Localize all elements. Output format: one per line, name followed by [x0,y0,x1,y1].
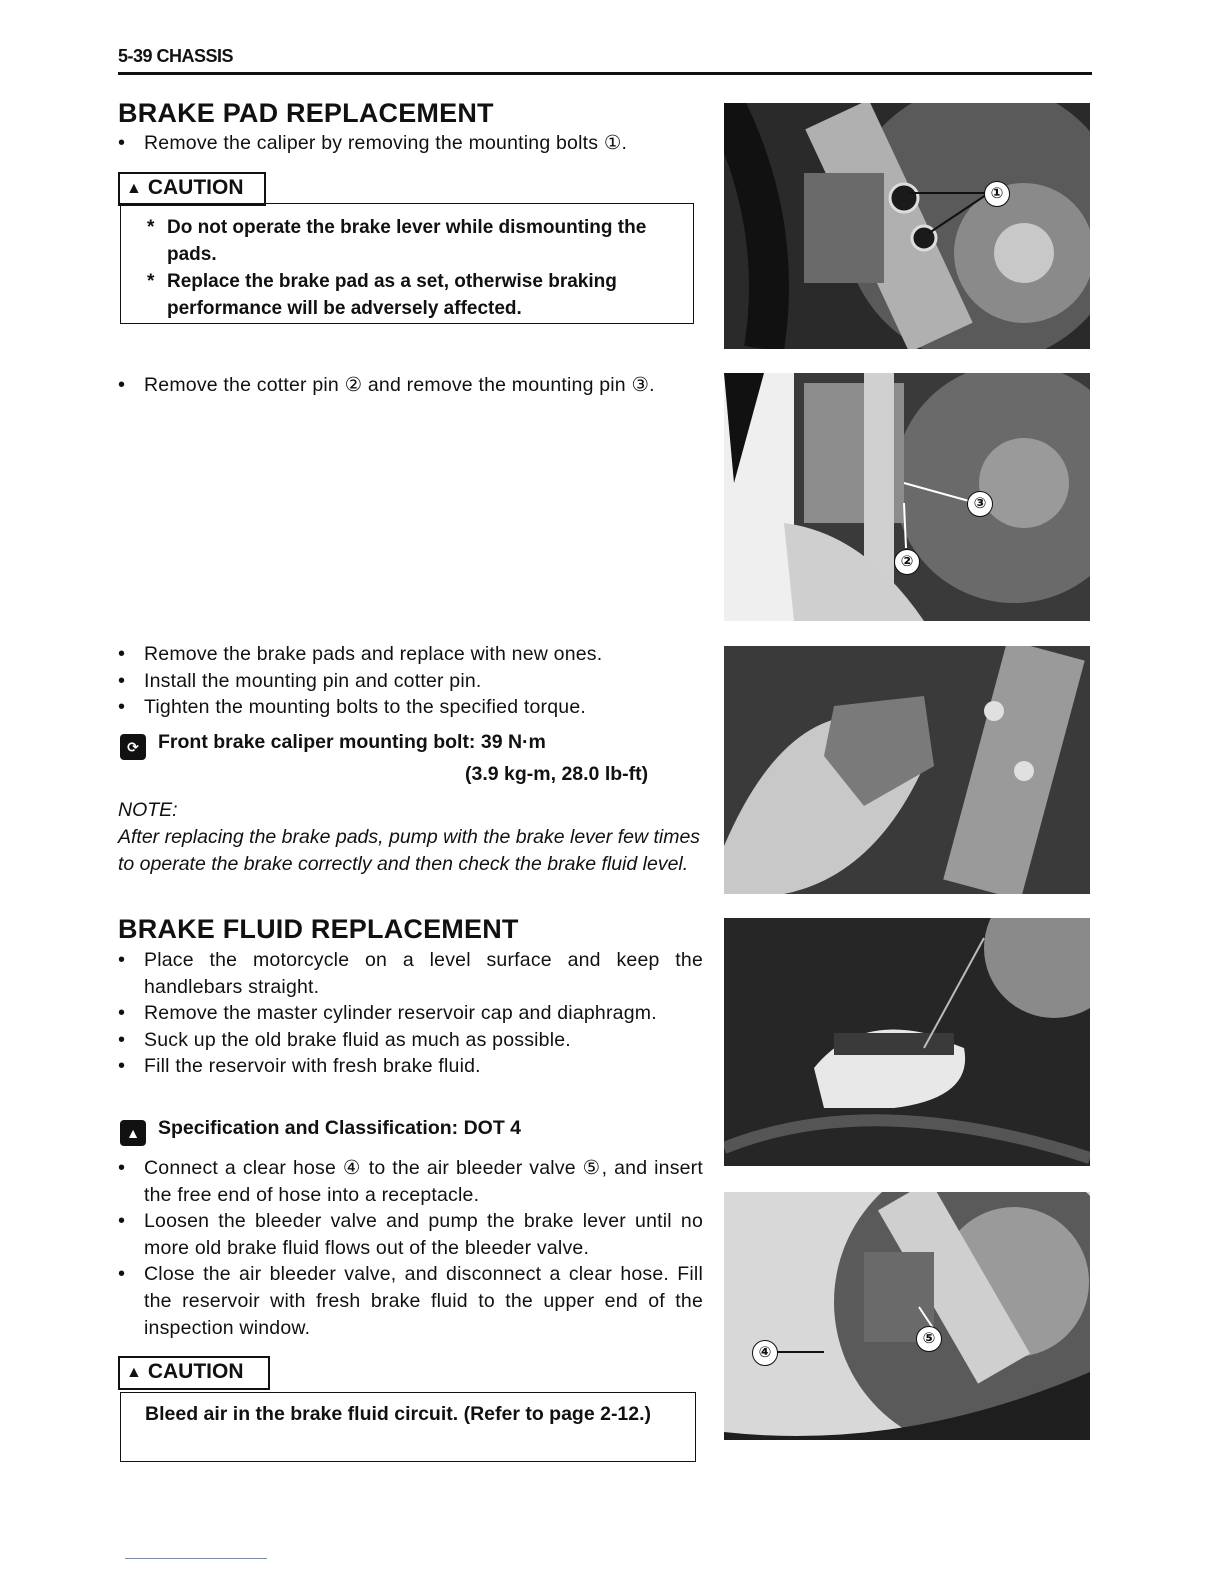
callout-1: ① [984,181,1010,207]
torque-conversion: (3.9 kg-m, 28.0 lb-ft) [465,763,649,785]
list-item: • Connect a clear hose ④ to the air bleeder valve ⑤, and insert the free end of hose into a receptacle. [118,1155,703,1208]
photo-brake-pads [724,646,1090,894]
note-label: NOTE: [118,799,178,821]
section-title-pad: BRAKE PAD REPLACEMENT [118,98,494,128]
page-header [118,44,1092,75]
fluid-steps-2 [118,1155,703,1341]
torque-wrench-icon: ⟳ [120,734,146,760]
list-item: • Remove the caliper by removing the mounting bolts ①. [118,130,703,157]
photo-reservoir [724,918,1090,1166]
list-item: • Suck up the old brake fluid as much as possible. [118,1027,703,1054]
callout-4: ④ [752,1340,778,1366]
fluid-spec: ▲ Specification and Classification: DOT 4 [120,1117,521,1146]
caution-box-2 [120,1392,696,1462]
fluid-steps [118,947,703,1080]
photo-caliper-bolts [724,103,1090,349]
warning-triangle-icon: ▲ [126,180,142,197]
pad-steps-3 [118,641,703,721]
list-item: • Remove the master cylinder reservoir cap and diaphragm. [118,1000,703,1027]
callout-2: ② [894,549,920,575]
torque-spec: ⟳ Front brake caliper mounting bolt: 39 N·m [120,731,546,760]
footer-rule [125,1558,267,1559]
caution-item: * Replace the brake pad as a set, otherwise braking performance will be adversely affected. [143,268,687,322]
list-item: • Close the air bleeder valve, and disconnect a clear hose. Fill the reservoir with fresh brake fluid to the upper end of the inspection window. [118,1261,703,1341]
photo-cotter-pin [724,373,1090,621]
caution-text: Bleed air in the brake fluid circuit. (Refer to page 2-12.) [145,1403,652,1425]
warning-triangle-icon: ▲ [126,1364,142,1381]
callout-3: ③ [967,491,993,517]
list-item: • Tighten the mounting bolts to the specified torque. [118,694,703,721]
section-title-fluid: BRAKE FLUID REPLACEMENT [118,914,519,944]
list-item: • Fill the reservoir with fresh brake fluid. [118,1053,703,1080]
list-item: • Loosen the bleeder valve and pump the brake lever until no more old brake fluid flows out of the bleeder valve. [118,1208,703,1261]
brake-fluid-icon: ▲ [120,1120,146,1146]
pad-step-2 [118,372,703,399]
list-item: • Install the mounting pin and cotter pin. [118,668,703,695]
caution-box-1 [120,203,694,324]
caution-item: * Do not operate the brake lever while dismounting the pads. [143,214,687,268]
pad-step-1 [118,130,703,157]
section-label: 5-39 CHASSIS [118,46,234,66]
list-item: • Place the motorcycle on a level surface and keep the handlebars straight. [118,947,703,1000]
caution-label-2: ▲ CAUTION [118,1356,270,1390]
list-item: • Remove the brake pads and replace with new ones. [118,641,703,668]
list-item: • Remove the cotter pin ② and remove the mounting pin ③. [118,372,703,399]
callout-5: ⑤ [916,1326,942,1352]
photo-bleeder-hose [724,1192,1090,1440]
note-text: After replacing the brake pads, pump with the brake lever few times to operate the brake correctly and then check the brake fluid level. [118,826,701,875]
caution-label-1: ▲ CAUTION [118,172,266,206]
